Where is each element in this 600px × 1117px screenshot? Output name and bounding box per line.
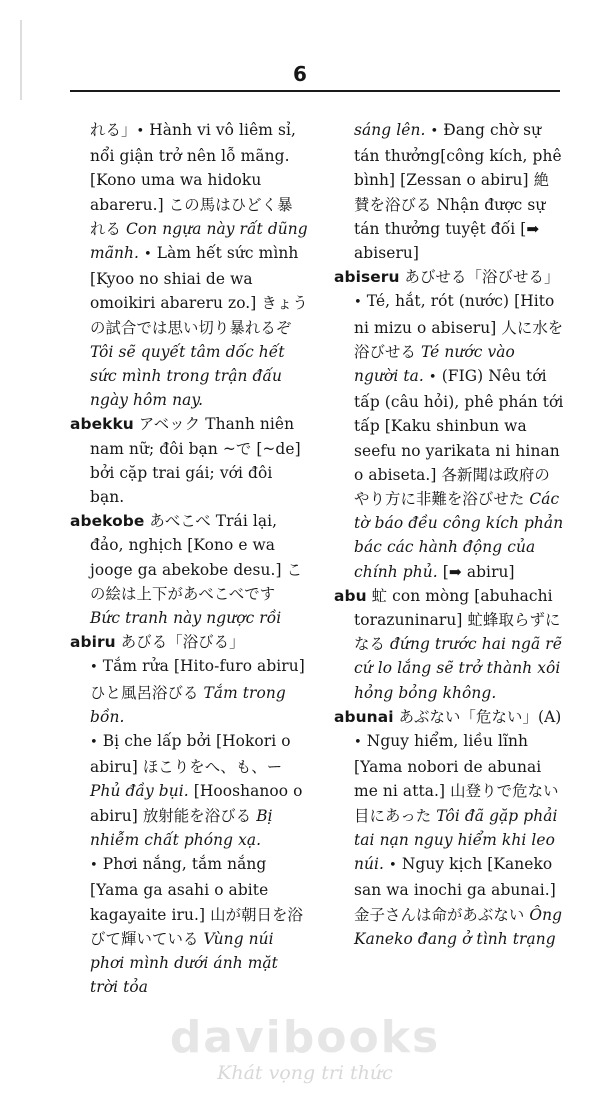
entry-text: Té, hắt, rót (nước) [Hito ni mizu o abiseru] 人に水を浴びせる — [354, 292, 564, 361]
entry-text: あびる「浴びる」 — [115, 633, 245, 652]
example-translation: Vùng núi phơi mình dưới ánh mặt trời tỏa — [90, 929, 278, 997]
bullet-icon: • — [136, 124, 145, 139]
watermark-slogan: Khát vọng tri thức — [217, 1062, 393, 1084]
entry-text: Phơi nắng, tắm nắng [Yama ga asahi o abite kagayaite iru.] 山が朝日を浴びて輝いている — [90, 855, 304, 948]
entry-continuation — [70, 852, 308, 999]
entry-continuation — [334, 118, 564, 265]
headword: abekobe — [70, 512, 145, 531]
dictionary-entry — [70, 630, 308, 654]
entry-text: Hành vi vô liêm sỉ, nổi giận trở nên lỗ mãng. [Kono uma wa hidoku abareru.] この馬はひどく暴れる — [90, 121, 296, 238]
entry-text: (FIG) Nêu tới tấp (câu hỏi), phê phán tới tấp [Kaku shinbun wa seefu no yarikata ni hinan o abiseta.] 各新聞は政府のやり方に非難を浴びせた — [354, 367, 564, 509]
example-translation: Các tờ báo đều công kích phản bác các hành động của chính phủ. — [354, 490, 564, 581]
dictionary-entry — [334, 705, 564, 951]
bullet-icon: • — [90, 735, 98, 751]
watermark-brand: davibooks — [169, 1012, 441, 1063]
headword: abiru — [70, 633, 116, 652]
example-translation: sáng lên. — [354, 121, 426, 139]
dictionary-entry — [334, 584, 564, 705]
dictionary-entry — [70, 412, 308, 509]
example-translation: Phủ đầy bụi. — [90, 782, 189, 801]
entry-text: Làm hết sức mình [Kyoo no shiai de wa omoikiri abareru zo.] きょうの試合では思い切り暴れるぞ — [90, 244, 308, 337]
entry-text: Bị che lấp bởi [Hokori o abiru] ほこりをへ、も、ー — [90, 732, 291, 777]
entry-text: Nguy hiểm, liều lĩnh [Yama nobori de abunai me ni atta.] 山登りで危ない目にあった — [354, 732, 559, 825]
entry-text: Tắm rửa [Hito-furo abiru] ひと風呂浴びる — [90, 657, 305, 702]
example-translation: Tắm trong bồn. — [90, 683, 286, 726]
entry-continuation — [70, 729, 308, 852]
example-translation: Ông Kaneko đang ở tình trạng — [354, 905, 563, 948]
bullet-icon: • — [90, 660, 98, 676]
entry-text: [Hooshanoo o abiru] 放射能を浴びる — [90, 782, 303, 825]
bullet-icon: • — [430, 124, 439, 139]
bullet-icon: • — [144, 247, 152, 263]
example-translation: Bị nhiễm chất phóng xạ. — [90, 806, 273, 849]
headword: abunai — [334, 707, 394, 726]
entry-text: [➡ abiru] — [437, 562, 515, 581]
entry-continuation — [70, 654, 308, 729]
example-translation: Tôi sẽ quyết tâm dốc hết sức mình trong trận đấu ngày hôm nay. — [90, 342, 285, 410]
bullet-icon: • — [428, 370, 437, 386]
left-column — [70, 118, 308, 999]
example-translation: đứng trước hai ngã rẽ cứ lo lắng sẽ trở thành xôi hỏng bỏng không. — [354, 635, 562, 702]
entry-continuation — [70, 118, 308, 412]
entry-text: Nguy kịch [Kaneko san wa inochi ga abunai.] 金子さんは命があぶない — [354, 855, 556, 924]
bullet-icon: • — [354, 735, 362, 751]
entry-text: れる」 — [90, 121, 137, 139]
bullet-icon: • — [389, 858, 397, 874]
example-translation: Con ngựa này rất dũng mãnh. — [90, 219, 308, 263]
entry-text: あべこべ Trái lại, đảo, nghịch [Kono e wa jooge ga abekobe desu.] この絵は上下があべこべです — [90, 512, 303, 603]
dictionary-entry — [70, 509, 308, 630]
example-translation: Té nước vào người ta. — [354, 342, 515, 386]
page-number: 6 — [293, 62, 307, 86]
entry-text: あぶない「危ない」(A) — [393, 707, 562, 726]
entry-text: 虻 con mòng [abuhachi torazuninaru] 虻蜂取らずになる — [354, 586, 561, 654]
example-translation: Bức tranh này ngược rồi — [90, 609, 282, 628]
header-rule — [70, 90, 560, 92]
bullet-icon: • — [90, 858, 98, 874]
dictionary-entry — [334, 265, 564, 584]
entry-text: あびせる「浴びせる」 — [399, 268, 560, 287]
entry-text: アベック Thanh niên nam nữ; đôi bạn ~で [~de] bởi cặp trai gái; với đôi bạn. — [90, 415, 301, 507]
page-edge-mark — [20, 20, 22, 100]
entry-text: Đang chờ sự tán thưởng[công kích, phê bình] [Zessan o abiru] 絶賛を浴びる Nhận được sự tán thưởng tuyệt đối [➡ abiseru] — [354, 121, 562, 263]
headword: abu — [334, 586, 367, 605]
bullet-icon: • — [354, 295, 362, 311]
headword: abekku — [70, 415, 134, 434]
example-translation: Tôi đã gặp phải tai nạn nguy hiểm khi leo núi. — [354, 806, 558, 874]
right-column — [334, 118, 564, 951]
headword: abiseru — [334, 268, 400, 287]
